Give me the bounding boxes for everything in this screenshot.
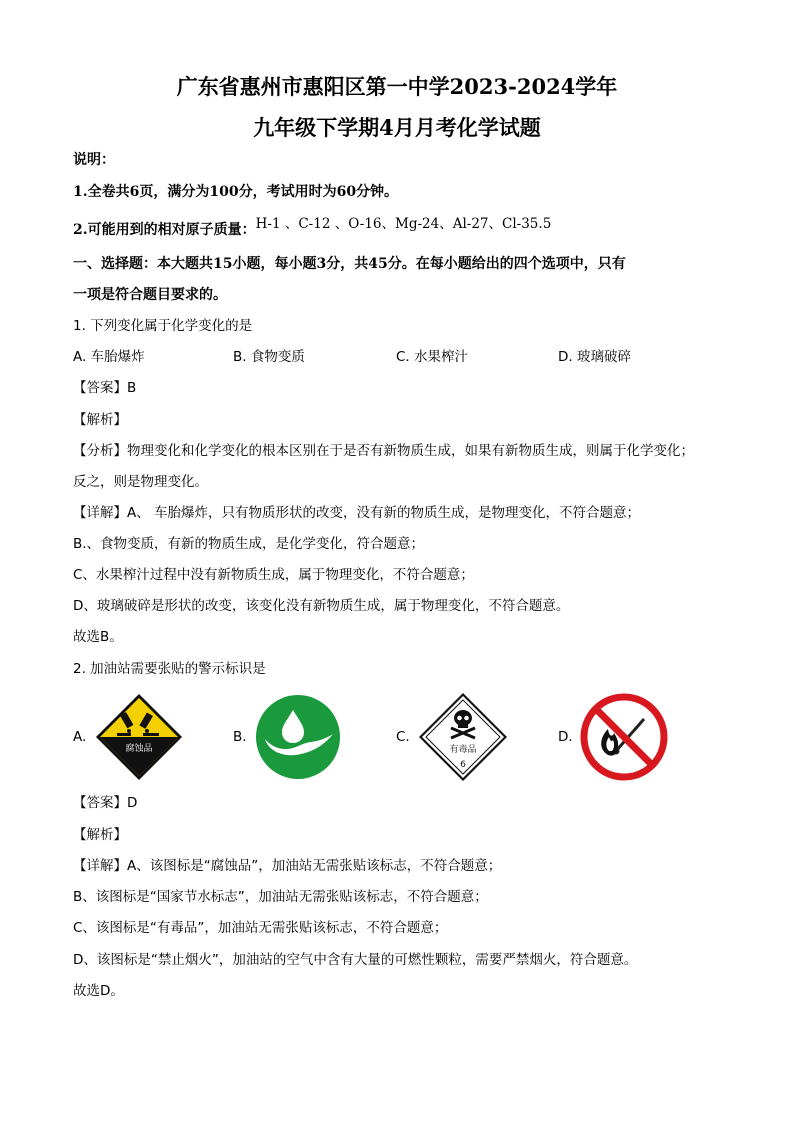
q2-conclusion: 故选D。 — [73, 983, 124, 999]
instructions-item2 — [73, 216, 552, 240]
corrosive-sign-text: 腐蚀品 — [125, 744, 153, 754]
q2-answer: 【答案】D — [73, 795, 138, 811]
q2-detail-line1: 【详解】A、该图标是“腐蚀品”，加油站无需张贴该标志，不符合题意； — [73, 858, 502, 874]
corrosive-sign-icon — [95, 693, 183, 781]
q2-option-c-label: C. — [396, 729, 410, 745]
q1-analysis-line2: 反之，则是物理变化。 — [73, 474, 208, 490]
q1-analysis-line1: 【分析】物理变化和化学变化的根本区别在于是否有新物质生成，如果有新物质生成，则属于化学变化； — [73, 443, 694, 459]
no-fire-sign-icon — [580, 693, 668, 781]
q1-option-a: A. 车胎爆炸 — [73, 349, 145, 365]
toxic-sign-text: 有毒品 — [449, 745, 477, 755]
toxic-sign-number: 6 — [460, 760, 466, 770]
doc-title-line1: 广东省惠州市惠阳区第一中学2023-2024学年 — [176, 74, 618, 99]
q2-option-a-label: A. — [73, 729, 87, 745]
q1-detail-line2: B.、食物变质，有新的物质生成，是化学变化，符合题意； — [73, 536, 425, 552]
q1-option-c: C. 水果榨汁 — [396, 349, 469, 365]
q1-option-d: D. 玻璃破碎 — [558, 349, 631, 365]
q1-detail-line4: D、玻璃破碎是形状的改变，该变化没有新物质生成，属于物理变化，不符合题意。 — [73, 598, 570, 614]
q2-detail-line3: C、该图标是“有毒品”，加油站无需张贴该标志，不符合题意； — [73, 920, 448, 936]
q2-analysis-label: 【解析】 — [73, 827, 127, 843]
q2-option-d-label: D. — [558, 729, 573, 745]
q1-analysis-label: 【解析】 — [73, 412, 127, 428]
section1-heading-line2: 一项是符合题目要求的。 — [73, 287, 227, 303]
q2-option-b-label: B. — [233, 729, 247, 745]
q2-detail-line2: B、该图标是“国家节水标志”，加油站无需张贴该标志，不符合题意； — [73, 889, 488, 905]
q1-option-b: B. 食物变质 — [233, 349, 305, 365]
q1-detail-line3: C、水果榨汁过程中没有新物质生成，属于物理变化，不符合题意； — [73, 567, 474, 583]
q2-detail-line4: D、该图标是“禁止烟火”，加油站的空气中含有大量的可燃性颗粒，需要严禁烟火，符合题意。 — [73, 952, 638, 968]
instructions-item1: 1.全卷共6页，满分为100分，考试用时为60分钟。 — [73, 184, 399, 200]
toxic-sign-icon — [418, 692, 508, 782]
water-saving-sign-icon — [255, 694, 341, 780]
instructions-item2-values: H-1 、C-12 、O-16、Mg-24、Al-27、Cl-35.5 — [255, 216, 552, 232]
instructions-label: 说明： — [73, 152, 115, 168]
doc-title-line2: 九年级下学期4月月考化学试题 — [253, 115, 541, 140]
q1-detail-line1: 【详解】A、 车胎爆炸，只有物质形状的改变，没有新的物质生成，是物理变化，不符合题意； — [73, 505, 641, 521]
q1-answer: 【答案】B — [73, 380, 137, 396]
section1-heading-line1: 一、选择题：本大题共15小题，每小题3分，共45分。在每小题给出的四个选项中，只有 — [73, 256, 626, 272]
q2-stem: 2. 加油站需要张贴的警示标识是 — [73, 661, 266, 677]
q1-conclusion: 故选B。 — [73, 629, 123, 645]
q1-stem: 1. 下列变化属于化学变化的是 — [73, 318, 253, 334]
instructions-item2-label: 2.可能用到的相对原子质量： — [73, 222, 256, 238]
